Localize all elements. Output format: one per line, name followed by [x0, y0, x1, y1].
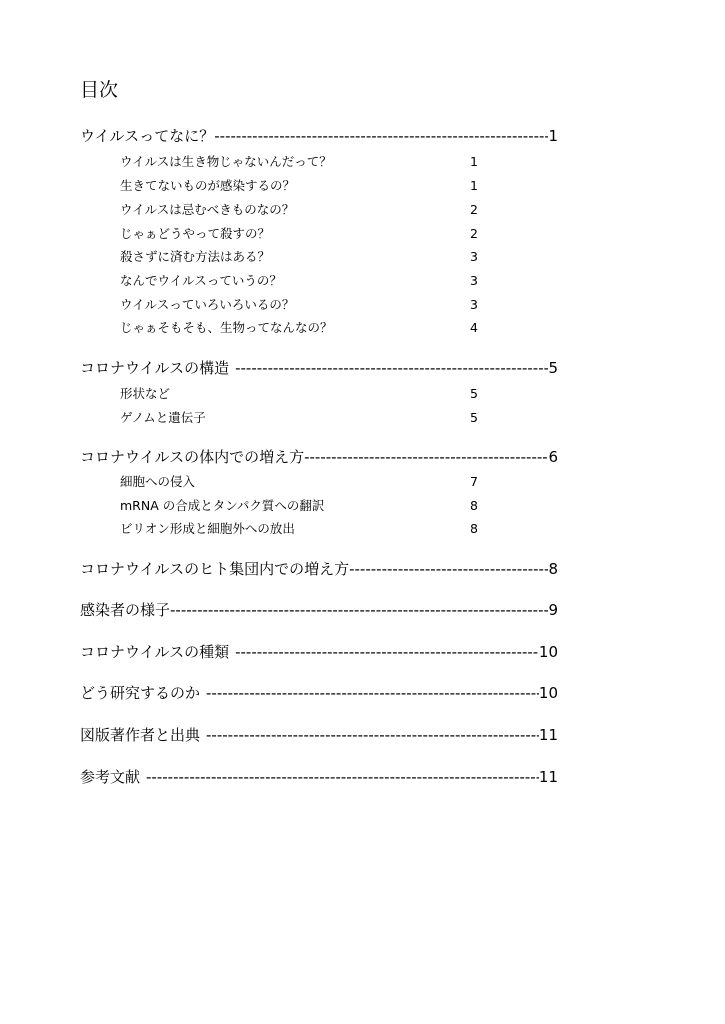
chapter-title: 参考文献: [80, 768, 141, 786]
chapter-title: コロナウイルスの体内での増え方: [80, 448, 305, 466]
dot-leader: [206, 725, 539, 745]
dot-leader: [304, 447, 548, 467]
dot-leader: [206, 683, 539, 703]
section-title: 細胞への侵入: [120, 474, 196, 489]
toc-section[interactable]: [120, 272, 480, 290]
chapter-title: 感染者の様子: [80, 601, 171, 619]
section-title: ゲノムと遺伝子: [120, 410, 206, 425]
section-page-number: 5: [470, 386, 478, 401]
toc-section[interactable]: [120, 385, 480, 403]
section-title: ウイルスは忌むべきものなの？: [120, 202, 295, 217]
chapter-page-number: 9: [548, 601, 558, 619]
chapter-title: 図版著作者と出典: [80, 726, 201, 744]
section-page-number: 5: [470, 410, 478, 425]
dot-leader: [349, 559, 548, 579]
dot-leader: [214, 126, 548, 146]
chapter-page-number: 11: [538, 768, 558, 786]
toc-section[interactable]: [120, 296, 480, 314]
toc-chapter[interactable]: [80, 559, 558, 579]
toc-section[interactable]: [120, 225, 480, 243]
toc-chapter[interactable]: [80, 725, 558, 745]
toc-section[interactable]: [120, 201, 480, 219]
section-title: 生きてないものが感染するの？: [120, 178, 296, 193]
chapter-title: コロナウイルスの種類: [80, 643, 230, 661]
section-page-number: 7: [470, 474, 478, 489]
section-title: じゃぁそもそも、生物ってなんなの？: [120, 320, 333, 335]
toc-section[interactable]: [120, 248, 480, 266]
section-title: 殺さずに済む方法はある？: [120, 249, 271, 264]
toc-section[interactable]: [120, 177, 480, 195]
toc-section[interactable]: [120, 497, 480, 515]
section-title: じゃぁどうやって殺すの？: [120, 226, 271, 241]
section-page-number: 3: [470, 273, 478, 288]
section-title: ウイルスっていろいろいるの？: [120, 297, 295, 312]
section-page-number: 3: [470, 249, 478, 264]
chapter-page-number: 11: [538, 726, 558, 744]
dot-leader: [146, 767, 539, 787]
section-title: ビリオン形成と細胞外への放出: [120, 521, 295, 536]
section-title: ウイルスは生き物じゃないんだって？: [120, 154, 332, 169]
chapter-title: コロナウイルスの構造: [80, 359, 230, 377]
section-title: mRNA の合成とタンパク質への翻訳: [120, 498, 325, 513]
dot-leader: [235, 358, 548, 378]
chapter-page-number: 1: [548, 127, 558, 145]
chapter-title: ウイルスってなに？: [80, 127, 215, 145]
section-page-number: 3: [470, 297, 478, 312]
section-page-number: 8: [470, 521, 478, 536]
section-page-number: 1: [470, 154, 478, 169]
section-title: 形状など: [120, 386, 171, 401]
toc-chapter[interactable]: [80, 358, 558, 378]
toc-section[interactable]: [120, 520, 480, 538]
dot-leader: [170, 600, 548, 620]
section-page-number: 2: [470, 202, 478, 217]
toc-chapter[interactable]: [80, 767, 558, 787]
toc-chapter[interactable]: [80, 600, 558, 620]
section-page-number: 8: [470, 498, 478, 513]
toc-chapter[interactable]: [80, 683, 558, 703]
chapter-title: どう研究するのか: [80, 684, 201, 702]
chapter-page-number: 8: [548, 560, 558, 578]
chapter-title: コロナウイルスのヒト集団内での増え方: [80, 560, 350, 578]
section-page-number: 4: [470, 320, 478, 335]
section-page-number: 1: [470, 178, 478, 193]
toc-section[interactable]: [120, 473, 480, 491]
chapter-page-number: 10: [538, 684, 558, 702]
section-page-number: 2: [470, 226, 478, 241]
toc-chapter[interactable]: [80, 126, 558, 146]
dot-leader: [235, 642, 539, 662]
chapter-page-number: 5: [548, 359, 558, 377]
toc-section[interactable]: [120, 153, 480, 171]
toc-chapter[interactable]: [80, 447, 558, 467]
section-title: なんでウイルスっていうの？: [120, 273, 282, 288]
toc-heading: 目次: [80, 79, 119, 101]
chapter-page-number: 6: [548, 448, 558, 466]
toc-section[interactable]: [120, 319, 480, 337]
chapter-page-number: 10: [538, 643, 558, 661]
toc-chapter[interactable]: [80, 642, 558, 662]
toc-section[interactable]: [120, 409, 480, 427]
